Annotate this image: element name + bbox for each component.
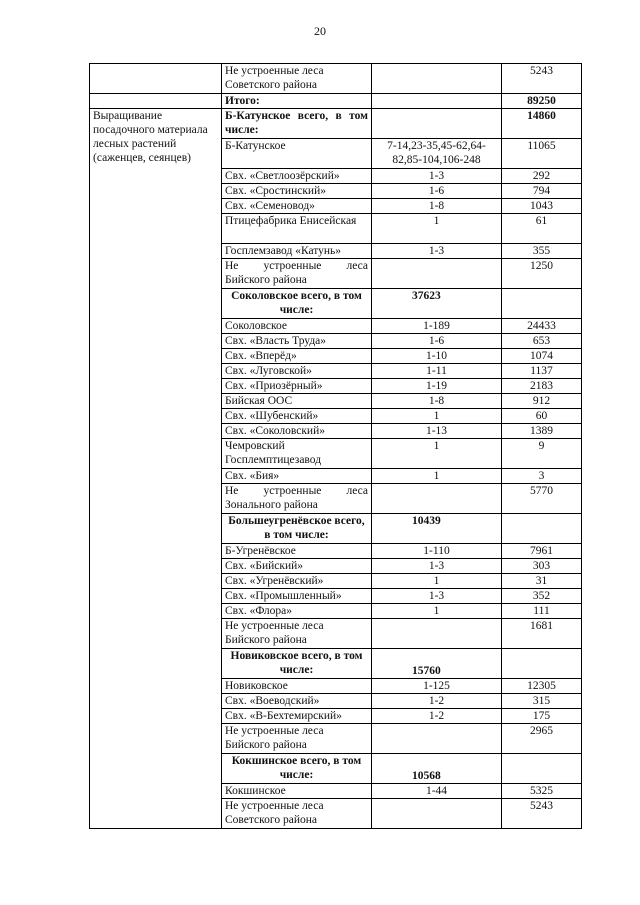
area-value: 5325	[502, 784, 582, 799]
area-value: 1681	[502, 619, 582, 649]
quarters-value: 1-3	[372, 559, 502, 574]
area-value: 315	[502, 694, 582, 709]
area-value: 303	[502, 559, 582, 574]
quarters-value: 1-8	[372, 199, 502, 214]
quarters-value: 1-11	[372, 364, 502, 379]
group-header-name: Новиковское всего, в том числе:	[222, 649, 372, 679]
forestry-name: Новиковское	[222, 679, 372, 694]
area-value: 2965	[502, 724, 582, 754]
quarters-value: 1-44	[372, 784, 502, 799]
quarters-value: 1-2	[372, 694, 502, 709]
group-header-row	[90, 109, 582, 139]
quarters-value: 1	[372, 439, 502, 469]
quarters-value	[372, 799, 502, 829]
area-cell	[502, 754, 582, 784]
area-value: 24433	[502, 319, 582, 334]
forestry-name: Не устроенные леса Бийского района	[222, 724, 372, 754]
forestry-name: Свх. «Шубенский»	[222, 409, 372, 424]
area-value: 1043	[502, 199, 582, 214]
forestry-name: Бийская ООС	[222, 394, 372, 409]
quarters-value	[372, 724, 502, 754]
area-value: 11065	[502, 139, 582, 169]
area-value: 60	[502, 409, 582, 424]
forestry-name: Не устроенные леса Советского района	[222, 64, 372, 94]
forestry-name: Свх. «Бийский»	[222, 559, 372, 574]
forestry-name: Свх. «Бия»	[222, 469, 372, 484]
area-value: 1250	[502, 259, 582, 289]
forestry-name: Не устроенные леса Бийского района	[222, 259, 372, 289]
area-cell	[502, 649, 582, 679]
area-value: 3	[502, 469, 582, 484]
area-value: 12305	[502, 679, 582, 694]
area-value: 794	[502, 184, 582, 199]
quarters-cell	[372, 94, 502, 109]
quarters-value: 1-8	[372, 394, 502, 409]
forestry-name: Соколовское	[222, 319, 372, 334]
forestry-name: Свх. «Светлоозёрский»	[222, 169, 372, 184]
quarters-value: 1	[372, 409, 502, 424]
quarters-value: 1-110	[372, 544, 502, 559]
itogo-value: 89250	[502, 94, 582, 109]
quarters-value: 1-125	[372, 679, 502, 694]
forestry-name: Свх. «Власть Труда»	[222, 334, 372, 349]
page-number: 20	[314, 24, 326, 38]
quarters-value: 1-6	[372, 334, 502, 349]
quarters-value	[372, 259, 502, 289]
activity-cell-empty	[90, 64, 222, 94]
forestry-name: Чемровский Госплемптицезавод	[222, 439, 372, 469]
area-value: 355	[502, 244, 582, 259]
forestry-name: Свх. «Угренёвский»	[222, 574, 372, 589]
group-header-name: Соколовское всего, в том числе:	[222, 289, 372, 319]
area-value: 1074	[502, 349, 582, 364]
area-value: 912	[502, 394, 582, 409]
area-value: 352	[502, 589, 582, 604]
area-value: 2183	[502, 379, 582, 394]
area-value: 292	[502, 169, 582, 184]
forestry-name: Не устроенные леса Советского района	[222, 799, 372, 829]
group-header-total: 10439	[372, 514, 502, 544]
group-header-total: 10568	[372, 754, 502, 784]
itogo-row	[90, 94, 582, 109]
itogo-label: Итого:	[222, 94, 372, 109]
area-value: 9	[502, 439, 582, 469]
group-header-name: Б-Катунское всего, в том числе:	[222, 109, 372, 139]
area-value: 31	[502, 574, 582, 589]
quarters-value: 1-3	[372, 244, 502, 259]
forestry-name: Не устроенные леса Зонального района	[222, 484, 372, 514]
forestry-name: Свх. «Семеновод»	[222, 199, 372, 214]
area-cell	[502, 514, 582, 544]
quarters-value: 1-3	[372, 589, 502, 604]
forestry-name: Свх. «Соколовский»	[222, 424, 372, 439]
quarters-value: 1-19	[372, 379, 502, 394]
forestry-name: Не устроенные леса Бийского района	[222, 619, 372, 649]
activity-cell-empty	[90, 94, 222, 109]
forestry-table	[89, 63, 582, 829]
quarters-value: 1	[372, 469, 502, 484]
quarters-cell	[372, 109, 502, 139]
quarters-value: 1-6	[372, 184, 502, 199]
area-value: 1389	[502, 424, 582, 439]
group-header-total: 14860	[502, 109, 582, 139]
quarters-cell	[372, 64, 502, 94]
quarters-value: 1-2	[372, 709, 502, 724]
forestry-name: Птицефабрика Енисейская	[222, 214, 372, 244]
quarters-value: 1	[372, 214, 502, 244]
group-header-total: 15760	[372, 649, 502, 679]
forestry-name: Свх. «Промышленный»	[222, 589, 372, 604]
forestry-name: Госплемзавод «Катунь»	[222, 244, 372, 259]
quarters-value: 1	[372, 604, 502, 619]
area-value: 1137	[502, 364, 582, 379]
forestry-name: Б-Угренёвское	[222, 544, 372, 559]
group-header-total: 37623	[372, 289, 502, 319]
forestry-name: Свх. «Сростинский»	[222, 184, 372, 199]
forestry-name: Б-Катунское	[222, 139, 372, 169]
forestry-name: Кокшинское	[222, 784, 372, 799]
quarters-value: 1	[372, 574, 502, 589]
forestry-name: Свх. «Вперёд»	[222, 349, 372, 364]
forestry-name: Свх. «Приозёрный»	[222, 379, 372, 394]
area-value: 111	[502, 604, 582, 619]
area-value: 5243	[502, 64, 582, 94]
forestry-name: Свх. «Луговской»	[222, 364, 372, 379]
forestry-name: Свх. «Воеводский»	[222, 694, 372, 709]
quarters-value: 7-14,23-35,45-62,64-82,85-104,106-248	[372, 139, 502, 169]
forestry-name: Свх. «Флора»	[222, 604, 372, 619]
table-row	[90, 64, 582, 94]
area-value: 61	[502, 214, 582, 244]
area-value: 5770	[502, 484, 582, 514]
quarters-value: 1-10	[372, 349, 502, 364]
area-value: 653	[502, 334, 582, 349]
quarters-value: 1-13	[372, 424, 502, 439]
area-value: 7961	[502, 544, 582, 559]
area-value: 175	[502, 709, 582, 724]
area-value: 5243	[502, 799, 582, 829]
group-header-name: Большеугренёвское всего, в том числе:	[222, 514, 372, 544]
area-cell	[502, 289, 582, 319]
group-header-name: Кокшинское всего, в том числе:	[222, 754, 372, 784]
quarters-value: 1-3	[372, 169, 502, 184]
quarters-value: 1-189	[372, 319, 502, 334]
quarters-value	[372, 484, 502, 514]
activity-cell: Выращивание посадочного материала лесных растений (саженцев, сеянцев)	[90, 109, 222, 829]
quarters-value	[372, 619, 502, 649]
forestry-name: Свх. «В-Бехтемирский»	[222, 709, 372, 724]
